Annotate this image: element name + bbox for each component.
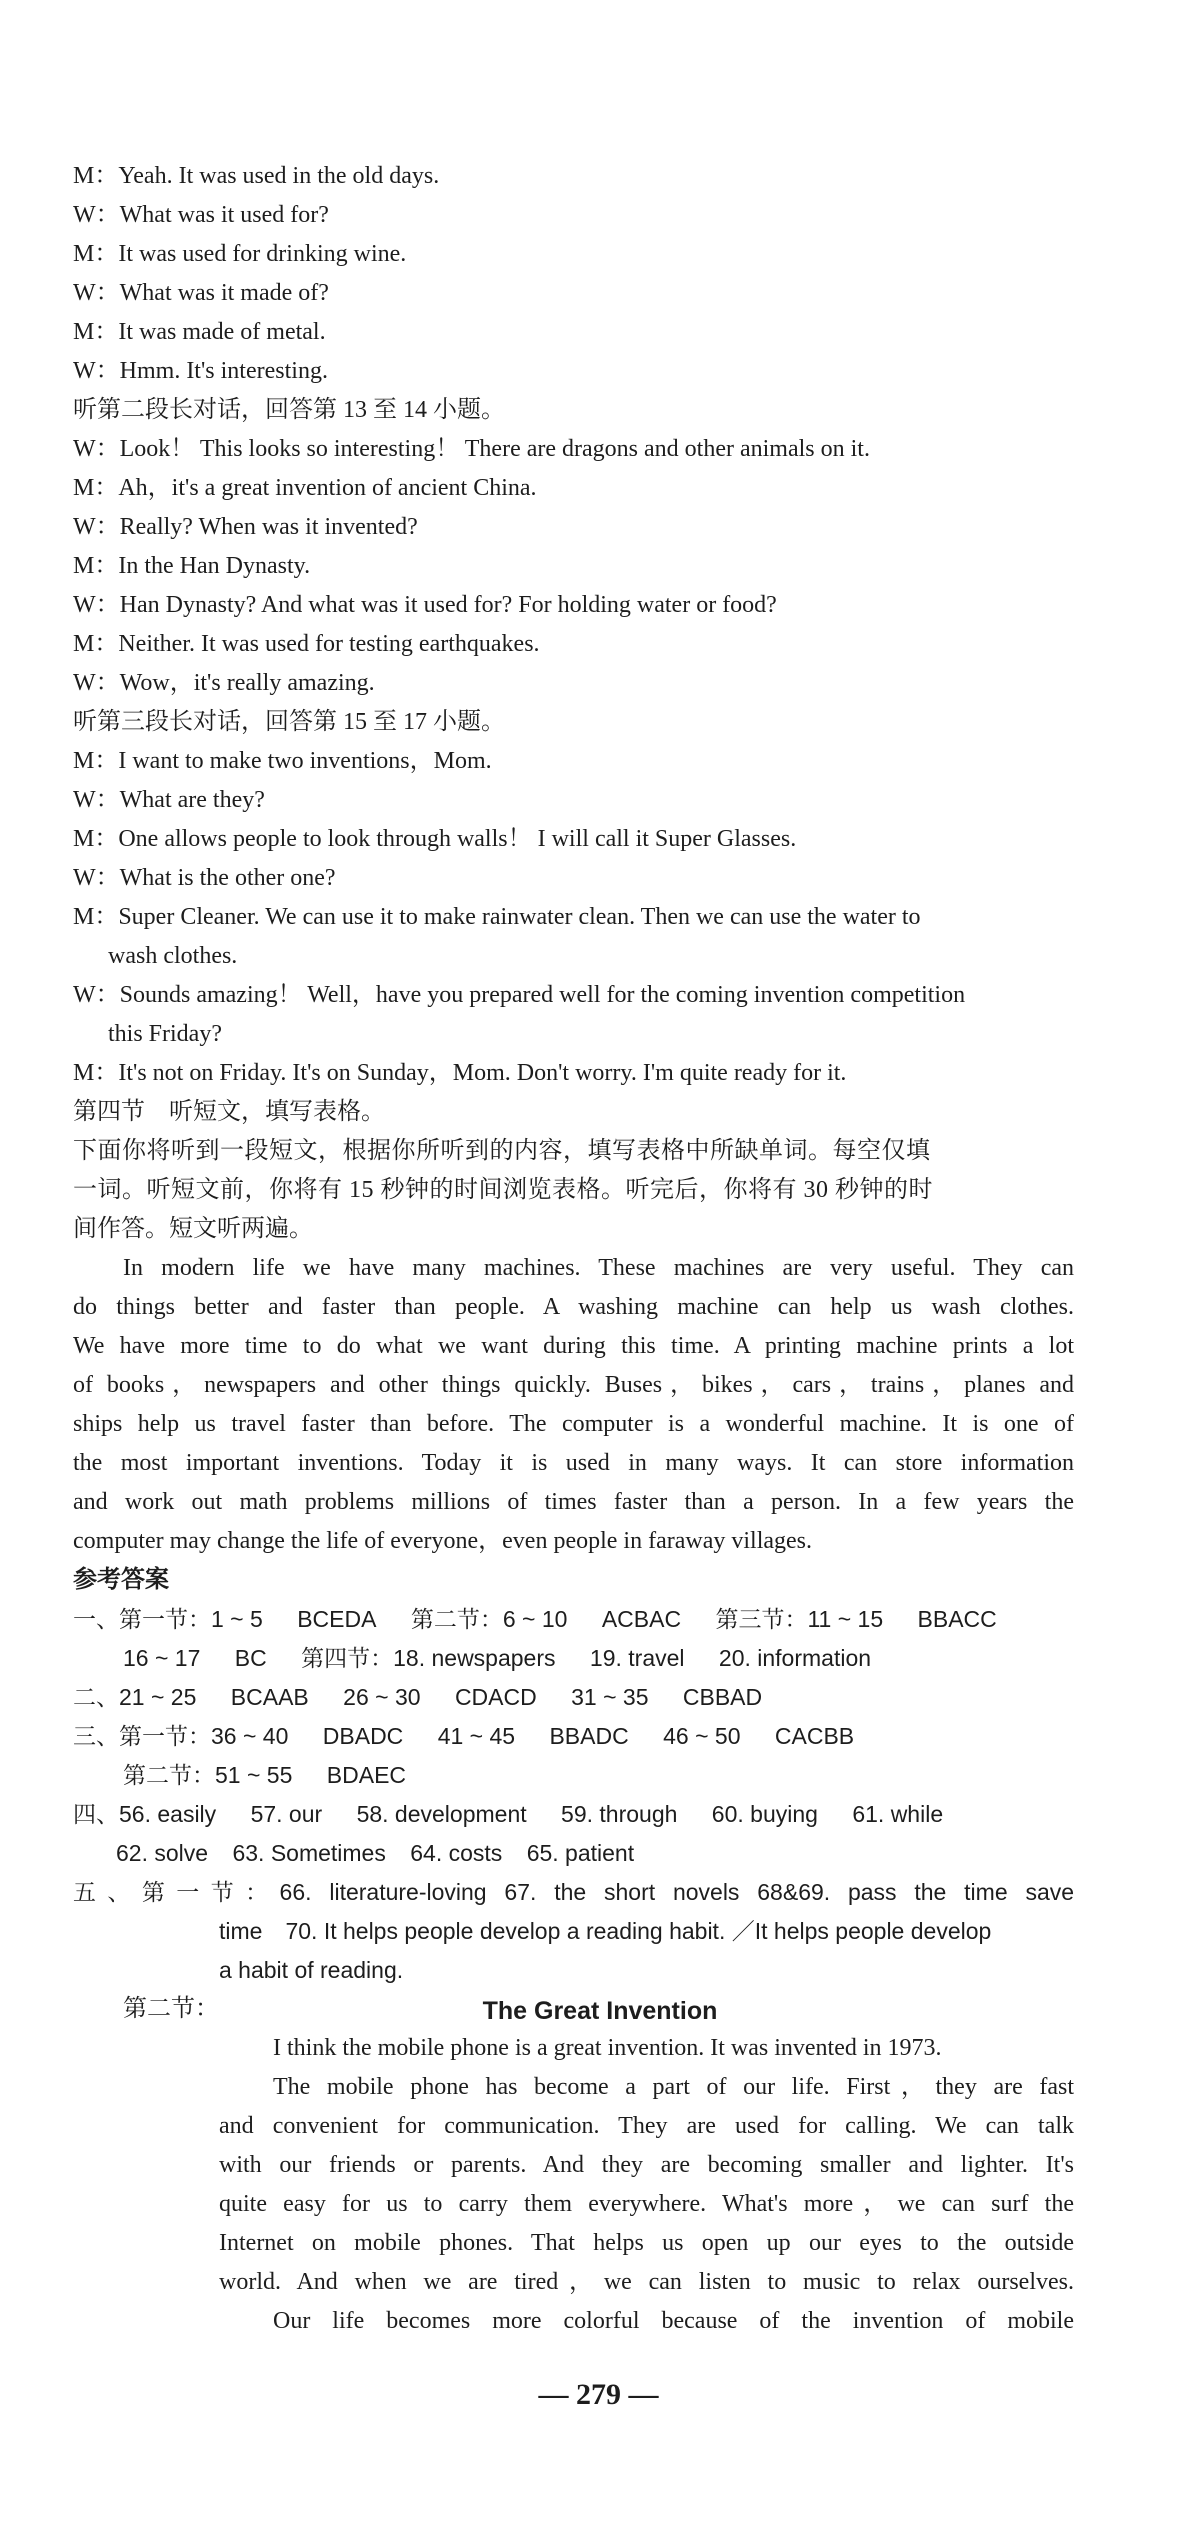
answer-row: 62. solve 63. Sometimes 64. costs 65. patient <box>116 1840 635 1866</box>
passage-line: do things better and faster than people. A washing machine can help us wash clothes. <box>73 1294 1074 1320</box>
answer-row: 五、第一节：66. literature-loving 67. the short novels 68&69. pass the time save <box>73 1879 1075 1905</box>
instruction-line: 下面你将听到一段短文，根据你所听到的内容，填写表格中所缺单词。每空仅填 <box>73 1138 931 1164</box>
dialogue-line-continued: this Friday? <box>108 1021 222 1047</box>
essay-line: quite easy for us to carry them everywhere. What's more，we can surf the <box>219 2191 1074 2217</box>
answer-row: 三、第一节：36 ~ 40 DBADC 41 ~ 45 BBADC 46 ~ 50 CACBB <box>73 1723 855 1749</box>
dialogue-line: M：Super Cleaner. We can use it to make rainwater clean. Then we can use the water to <box>73 904 921 930</box>
passage-line: We have more time to do what we want during this time. A printing machine prints a lot <box>73 1333 1074 1359</box>
answers-heading: 参考答案 <box>73 1566 169 1593</box>
passage-line: and work out math problems millions of times faster than a person. In a few years the <box>73 1489 1074 1515</box>
dialogue-line: M：Neither. It was used for testing earthquakes. <box>73 631 540 657</box>
dialogue-line-continued: wash clothes. <box>108 943 238 969</box>
passage-line: In modern life we have many machines. These machines are very useful. They can <box>123 1255 1074 1281</box>
dialogue-line: W：Hmm. It's interesting. <box>73 358 328 384</box>
passage-line: computer may change the life of everyone，even people in faraway villages. <box>73 1528 813 1554</box>
dialogue-line: M：It was used for drinking wine. <box>73 241 407 267</box>
dialogue-line: M：It was made of metal. <box>73 319 326 345</box>
passage-line: the most important inventions. Today it is used in many ways. It can store information <box>73 1450 1074 1476</box>
passage-line: of books，newspapers and other things quickly. Buses，bikes，cars，trains，planes and <box>73 1372 1074 1398</box>
dialogue-line: M：I want to make two inventions，Mom. <box>73 748 492 774</box>
answer-row: time 70. It helps people develop a reading habit. ／It helps people develop <box>219 1918 992 1944</box>
essay-section-label: 第二节： <box>123 1996 219 2022</box>
essay-title: The Great Invention <box>482 1997 718 2025</box>
passage-line: ships help us travel faster than before. The computer is a wonderful machine. It is one of <box>73 1411 1074 1437</box>
answer-row: 二、21 ~ 25 BCAAB 26 ~ 30 CDACD 31 ~ 35 CBBAD <box>73 1684 763 1710</box>
dialogue-line: W：Wow，it's really amazing. <box>73 670 375 696</box>
dialogue-line: W：What was it used for? <box>73 202 329 228</box>
section-heading: 第四节 听短文，填写表格。 <box>73 1099 385 1125</box>
answer-row: 第二节：51 ~ 55 BDAEC <box>123 1762 407 1788</box>
dialogue-line: M：It's not on Friday. It's on Sunday，Mom. Don't worry. I'm quite ready for it. <box>73 1060 847 1086</box>
essay-line: world. And when we are tired，we can listen to music to relax ourselves. <box>219 2269 1074 2295</box>
essay-line: I think the mobile phone is a great invention. It was invented in 1973. <box>273 2035 942 2061</box>
dialogue-line: M：Yeah. It was used in the old days. <box>73 163 440 189</box>
instruction-line: 间作答。短文听两遍。 <box>73 1216 313 1242</box>
dialogue-line: W：What are they? <box>73 787 265 813</box>
answer-row: 16 ~ 17 BC 第四节：18. newspapers 19. travel 20. information <box>123 1645 872 1671</box>
dialogue-line: W：What is the other one? <box>73 865 336 891</box>
essay-line: The mobile phone has become a part of our life. First，they are fast <box>273 2074 1074 2100</box>
dialogue-line: W：Han Dynasty? And what was it used for? For holding water or food? <box>73 592 777 618</box>
dialogue-heading: 听第三段长对话，回答第 15 至 17 小题。 <box>73 709 505 735</box>
dialogue-line: W：Look！ This looks so interesting！ There are dragons and other animals on it. <box>73 436 870 462</box>
dialogue-heading: 听第二段长对话，回答第 13 至 14 小题。 <box>73 397 505 423</box>
answer-row: a habit of reading. <box>219 1957 404 1983</box>
page-number: — 279 — <box>538 2378 659 2411</box>
dialogue-line: M：One allows people to look through walls！ I will call it Super Glasses. <box>73 826 797 852</box>
dialogue-line: M：In the Han Dynasty. <box>73 553 311 579</box>
dialogue-line: M：Ah，it's a great invention of ancient China. <box>73 475 537 501</box>
essay-line: Internet on mobile phones. That helps us open up our eyes to the outside <box>219 2230 1074 2256</box>
answer-row: 四、56. easily 57. our 58. development 59. through 60. buying 61. while <box>73 1801 944 1827</box>
instruction-line: 一词。听短文前，你将有 15 秒钟的时间浏览表格。听完后，你将有 30 秒钟的时 <box>73 1177 933 1203</box>
essay-line: with our friends or parents. And they are becoming smaller and lighter. It's <box>219 2152 1074 2178</box>
essay-line: and convenient for communication. They are used for calling. We can talk <box>219 2113 1074 2139</box>
dialogue-line: W：What was it made of? <box>73 280 329 306</box>
dialogue-line: W：Really? When was it invented? <box>73 514 418 540</box>
dialogue-line: W：Sounds amazing！ Well，have you prepared well for the coming invention competition <box>73 982 966 1008</box>
answer-row: 一、第一节：1 ~ 5 BCEDA 第二节：6 ~ 10 ACBAC 第三节：11 ~ 15 BBACC <box>73 1606 997 1632</box>
essay-line: Our life becomes more colorful because of the invention of mobile <box>273 2308 1074 2334</box>
